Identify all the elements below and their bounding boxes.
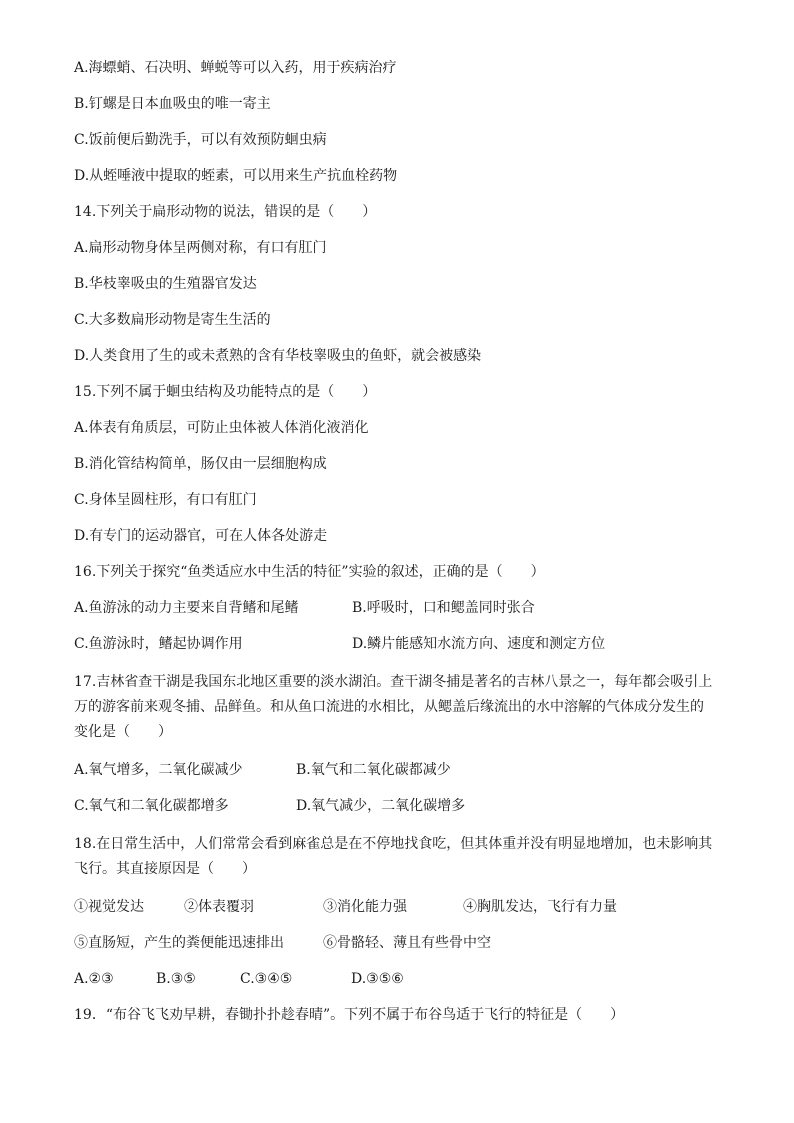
q18-item-6: ⑥骨骼轻、薄且有些骨中空: [323, 935, 491, 951]
q18-items-row-1: [74, 897, 722, 918]
q14-option-d: D.人类食用了生的或未煮熟的含有华枝睾吸虫的鱼虾，就会被感染: [74, 348, 482, 364]
q16-stem: 16.下列关于探究“鱼类适应水中生活的特征”实验的叙述，正确的是（ ）: [74, 564, 545, 580]
q15-option-a: A.体表有角质层，可防止虫体被人体消化液消化: [74, 420, 369, 436]
q17-option-a: A.氧气增多，二氧化碳减少: [74, 762, 243, 778]
q13-option-a: A.海螵蛸、石决明、蝉蜕等可以入药，用于疾病治疗: [74, 60, 397, 76]
q14-option-a: A.扁形动物身体呈两侧对称，有口有肛门: [74, 240, 327, 256]
q17-options-row-2: [74, 796, 722, 817]
q18-option-a: A.②③: [74, 971, 114, 987]
q17-option-d: D.氧气减少，二氧化碳增多: [296, 798, 466, 814]
q18-option-b: B.③⑤: [156, 971, 196, 987]
q18-item-5: ⑤直肠短，产生的粪便能迅速排出: [74, 935, 284, 951]
q18-item-3: ③消化能力强: [323, 899, 407, 915]
q15-stem: 15.下列不属于蛔虫结构及功能特点的是（ ）: [74, 384, 377, 400]
q15-option-c: C.身体呈圆柱形，有口有肛门: [74, 492, 257, 508]
q16-options-row-2: [74, 634, 722, 655]
q17-option-b: B.氧气和二氧化碳都减少: [296, 762, 451, 778]
q14-option-c: C.大多数扁形动物是寄生生活的: [74, 312, 271, 328]
q16-options-row-1: [74, 598, 722, 619]
q18-options-row: [74, 969, 722, 990]
q14-option-b: B.华枝睾吸虫的生殖器官发达: [74, 276, 257, 292]
q13-option-b: B.钉螺是日本血吸虫的唯一寄主: [74, 96, 271, 112]
q16-option-c: C.鱼游泳时，鳍起协调作用: [74, 636, 243, 652]
q14-stem: 14.下列关于扁形动物的说法，错误的是（ ）: [74, 204, 377, 220]
q18-items-row-2: [74, 933, 722, 954]
q18-option-c: C.③④⑤: [240, 971, 293, 987]
q17-options-row-1: [74, 760, 722, 781]
q18-item-4: ④胸肌发达，飞行有力量: [463, 899, 617, 915]
exam-page: [74, 58, 722, 1026]
q18-item-2: ②体表覆羽: [184, 899, 254, 915]
q16-option-d: D.鳞片能感知水流方向、速度和测定方位: [352, 636, 606, 652]
q18-stem: 18.在日常生活中，人们常常会看到麻雀总是在不停地找食吃，但其体重并没有明显地增加，也未影响其飞行。其直接原因是（ ）: [74, 836, 713, 877]
q13-option-d: D.从蛭唾液中提取的蛭素，可以用来生产抗血栓药物: [74, 168, 398, 184]
q16-option-a: A.鱼游泳的动力主要来自背鳍和尾鳍: [74, 600, 299, 616]
q18-item-1: ①视觉发达: [74, 899, 144, 915]
q17-option-c: C.氧气和二氧化碳都增多: [74, 798, 229, 814]
q17-stem: 17.吉林省查干湖是我国东北地区重要的淡水湖泊。查干湖冬捕是著名的吉林八景之一，每年都会吸引上万的游客前来观冬捕、品鲜鱼。和从鱼口流进的水相比，从鳃盖后缘流出的水中溶解的气体成分发生的变化是（ ）: [74, 674, 713, 740]
q18-option-d: D.③⑤⑥: [351, 971, 404, 987]
q15-option-b: B.消化管结构简单，肠仅由一层细胞构成: [74, 456, 327, 472]
q19-stem: 19．“布谷飞飞劝早耕，春锄扑扑趁春晴”。下列不属于布谷鸟适于飞行的特征是（ ）: [74, 1007, 625, 1023]
q15-option-d: D.有专门的运动器官，可在人体各处游走: [74, 528, 328, 544]
q16-option-b: B.呼吸时，口和鳃盖同时张合: [352, 600, 535, 616]
q13-option-c: C.饭前便后勤洗手，可以有效预防蛔虫病: [74, 132, 327, 148]
